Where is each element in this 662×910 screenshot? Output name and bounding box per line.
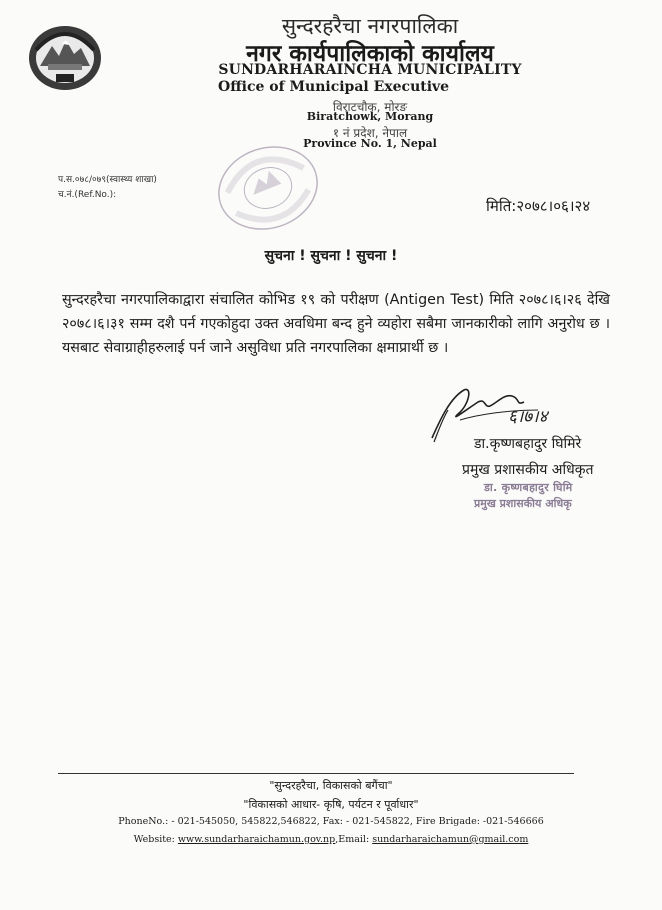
municipality-name-devanagari: सुन्दरहरैचा नगरपालिका — [281, 14, 459, 38]
letter-date: मिति:२०७८।०६।२४ — [486, 197, 591, 215]
name-stamp-line2: प्रमुख प्रशासकीय अधिकृ — [474, 497, 572, 510]
footer-phone: PhoneNo.: - 021-545050, 545822,546822, Fax: - 021-545822, Fire Brigade: -021-546666 — [118, 816, 544, 827]
name-stamp-line1: डा. कृष्णबहादुर घिमि — [484, 481, 573, 494]
notice-title: सुचना ! सुचना ! सुचना ! — [264, 248, 398, 264]
municipality-emblem-icon — [26, 20, 104, 92]
province-english: Province No. 1, Nepal — [303, 137, 437, 150]
signatory-title: प्रमुख प्रशासकीय अधिकृत — [462, 462, 594, 478]
office-name-english: Office of Municipal Executive — [218, 79, 450, 95]
place-devanagari: विराटचौक, मोरङ — [332, 100, 408, 114]
footer-slogan: "सुन्दरहरैचा, विकासको बगैंचा" — [269, 779, 393, 792]
footer-divider — [58, 773, 574, 774]
dispatch-number: च.नं.(Ref.No.): — [58, 190, 117, 200]
notice-body: सुन्दरहरैचा नगरपालिकाद्वारा संचालित कोभिड १९ को परीक्षण (Antigen Test) मिति २०७८।६।२६ देखि २०७८।६।३१ सम्म दशै पर्न गएकोहुदा उक्त अवधिमा बन्द हुने व्यहोरा सबैमा जानकारीको लागि अनुरोध छ । यसबाट सेवाग्राहीहरुलाई पर्न जाने असुविधा प्रति नगरपालिका क्षमाप्रार्थी छ । — [62, 292, 610, 356]
email-label: ,Email: — [335, 834, 373, 845]
municipality-name-english: SUNDARHARAINCHA MUNICIPALITY — [218, 62, 522, 78]
website-link[interactable]: www.sundarharaichamun.gov.np — [177, 834, 336, 845]
website-label: Website: — [133, 834, 178, 845]
signature-date: ६।७।४ — [508, 407, 548, 427]
email-link[interactable]: sundarharaichamun@gmail.com — [372, 834, 529, 845]
reference-number: प.स.०७८/०७९(स्वास्थ्य शाखा) — [58, 175, 157, 185]
office-name-devanagari: नगर कार्यपालिकाको कार्यालय — [246, 41, 494, 67]
place-english: Biratchowk, Morang — [306, 110, 434, 123]
office-seal-stamp-icon — [212, 140, 324, 236]
province-devanagari: १ नं प्रदेश, नेपाल — [332, 126, 408, 140]
footer-motto: "विकासको आधार- कृषि, पर्यटन र पूर्वाधार" — [243, 798, 419, 811]
signatory-name: डा.कृष्णबहादुर घिमिरे — [474, 436, 582, 452]
footer-contact — [0, 834, 662, 845]
